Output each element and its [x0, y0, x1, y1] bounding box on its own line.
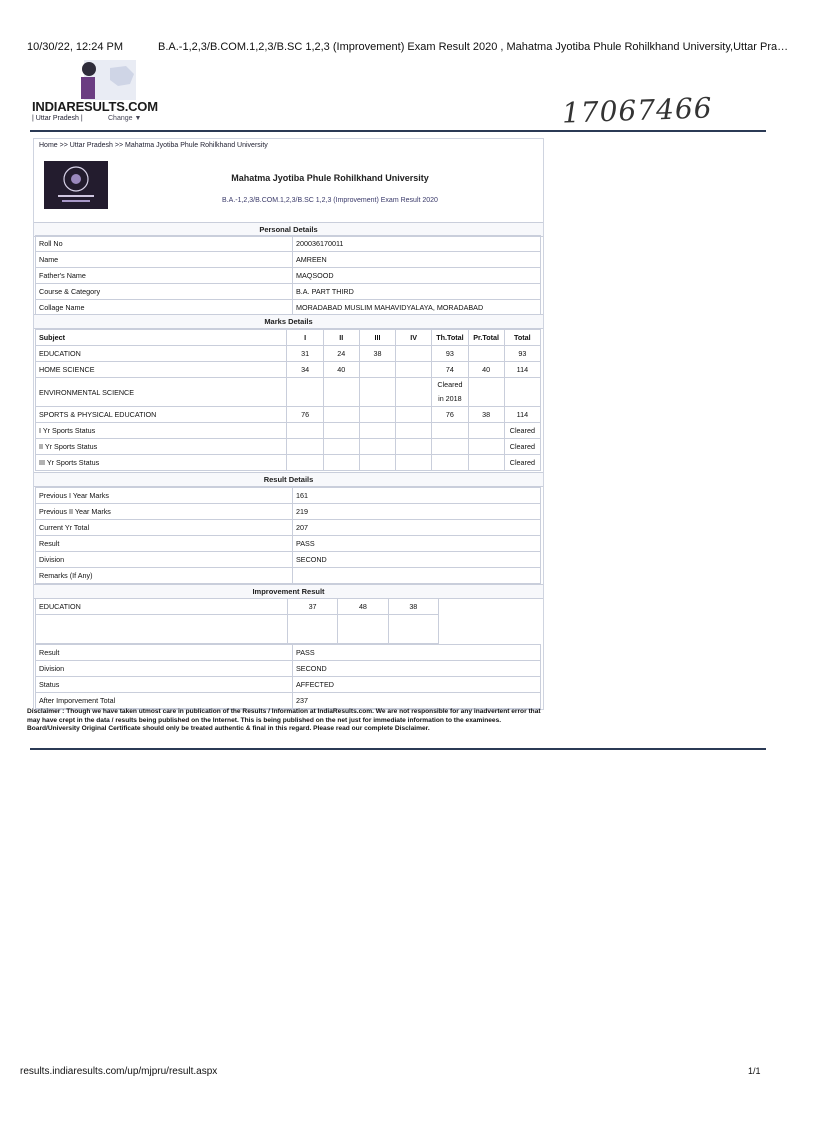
marks-cell: 93: [432, 346, 468, 362]
personal-row-value: AMREEN: [293, 252, 541, 268]
result-row-value: 161: [293, 488, 541, 504]
marks-subject: ENVIRONMENTAL SCIENCE: [36, 378, 287, 407]
result-row-value: PASS: [293, 536, 541, 552]
marks-cell: [396, 439, 432, 455]
indiaresults-logo[interactable]: [32, 58, 158, 126]
marks-cell: [359, 423, 395, 439]
disclaimer-text[interactable]: Disclaimer : Though we have taken utmost care in publication of the Results / Information at IndiaResults.com. We are not responsible for any inadvertent error that may have crept in the data / results being published on the Internet. This is being published on the net just for immediate information to the examinees. Board/University Original Certificate should only be treated authentic & final in this regard. Please read our complete Disclaimer.: [27, 708, 541, 733]
improvement-summary-row-label: After Imporvement Total: [36, 693, 293, 709]
breadcrumb[interactable]: Home >> Uttar Pradesh >> Mahatma Jyotiba Phule Rohilkhand University: [39, 142, 268, 149]
improvement-summary-row-label: Result: [36, 645, 293, 661]
marks-cell: [468, 423, 504, 439]
marks-cell: 76: [287, 407, 323, 423]
marks-cell: 93: [504, 346, 540, 362]
result-row: [36, 504, 541, 520]
marks-column-header: Total: [504, 330, 540, 346]
result-row-value: 219: [293, 504, 541, 520]
marks-cell: [359, 407, 395, 423]
result-row-value: 207: [293, 520, 541, 536]
marks-details-heading: Marks Details: [34, 314, 543, 329]
result-row: [36, 488, 541, 504]
marks-cell: 76: [432, 407, 468, 423]
marks-column-header: Pr.Total: [468, 330, 504, 346]
personal-details-heading: Personal Details: [34, 222, 543, 237]
personal-row-value: MAQSOOD: [293, 268, 541, 284]
marks-cell: [323, 378, 359, 407]
print-page-number: 1/1: [748, 1066, 761, 1076]
improvement-summary-row: [36, 677, 541, 693]
marks-cell: [504, 378, 540, 407]
personal-row-label: Roll No: [36, 236, 293, 252]
marks-cell: [432, 423, 468, 439]
marks-column-header: III: [359, 330, 395, 346]
marks-subject: I Yr Sports Status: [36, 423, 287, 439]
marks-cell: 34: [287, 362, 323, 378]
marks-column-header: Th.Total: [432, 330, 468, 346]
marks-cell: [396, 423, 432, 439]
improvement-mark: 48: [338, 599, 388, 615]
marks-cell: [287, 378, 323, 407]
marks-cell-cleared: [432, 378, 468, 407]
marks-column-header: IV: [396, 330, 432, 346]
result-row-label: Result: [36, 536, 293, 552]
marks-cell: Cleared: [504, 439, 540, 455]
result-row-label: Previous I Year Marks: [36, 488, 293, 504]
marks-row: [36, 407, 541, 423]
marks-row: [36, 378, 541, 407]
personal-row: [36, 236, 541, 252]
brand-state: | Uttar Pradesh |: [32, 115, 83, 122]
marks-cell: [287, 455, 323, 471]
marks-cell: [323, 439, 359, 455]
result-row-label: Division: [36, 552, 293, 568]
marks-cell: [468, 378, 504, 407]
result-details-heading: Result Details: [34, 472, 543, 487]
marks-row: [36, 455, 541, 471]
marks-details-table: [35, 329, 541, 471]
marks-cell: [323, 455, 359, 471]
result-row-label: Previous II Year Marks: [36, 504, 293, 520]
marks-cell: 114: [504, 407, 540, 423]
marks-subject: EDUCATION: [36, 346, 287, 362]
improvement-result-heading: Improvement Result: [34, 584, 543, 599]
marks-cell: [396, 407, 432, 423]
marks-subject: HOME SCIENCE: [36, 362, 287, 378]
marks-column-header: I: [287, 330, 323, 346]
header-divider: [30, 130, 766, 132]
marks-cell: [323, 423, 359, 439]
marks-cell: [323, 407, 359, 423]
personal-details-table: [35, 235, 541, 316]
improvement-summary-row-label: Division: [36, 661, 293, 677]
personal-row: [36, 268, 541, 284]
brand-name: INDIARESULTS.COM: [32, 99, 158, 114]
improvement-mark: 37: [287, 599, 337, 615]
marks-cell: [432, 455, 468, 471]
marks-row: [36, 346, 541, 362]
result-panel: [33, 138, 544, 710]
personal-row: [36, 284, 541, 300]
marks-cell: 24: [323, 346, 359, 362]
handwritten-note: 17067466: [561, 91, 714, 130]
marks-cell: [287, 423, 323, 439]
improvement-blank-row: [36, 615, 439, 644]
result-row-label: Current Yr Total: [36, 520, 293, 536]
marks-cell: 74: [432, 362, 468, 378]
marks-cell: [359, 439, 395, 455]
improvement-summary-row: [36, 693, 541, 709]
result-row: [36, 568, 541, 584]
result-row: [36, 520, 541, 536]
marks-cell: 38: [359, 346, 395, 362]
print-page-title: B.A.-1,2,3/B.COM.1,2,3/B.SC 1,2,3 (Improvement) Exam Result 2020 , Mahatma Jyotiba Phule Rohilkhand University,Uttar Pra…: [158, 41, 789, 53]
improvement-marks-table: [35, 598, 439, 644]
marks-cell: [432, 439, 468, 455]
improvement-summary-table: [35, 644, 541, 709]
personal-row-label: Father's Name: [36, 268, 293, 284]
marks-cell: [396, 362, 432, 378]
marks-cell: [359, 455, 395, 471]
exam-name: B.A.-1,2,3/B.COM.1,2,3/B.SC 1,2,3 (Improvement) Exam Result 2020: [222, 197, 438, 204]
marks-row: [36, 362, 541, 378]
improvement-subject: EDUCATION: [36, 599, 288, 615]
logo-map-icon: [80, 60, 140, 100]
change-state-link[interactable]: Change ▼: [108, 115, 142, 122]
improvement-summary-row-label: Status: [36, 677, 293, 693]
personal-row-value: MORADABAD MUSLIM MAHAVIDYALAYA, MORADABAD: [293, 300, 541, 316]
marks-cell: 114: [504, 362, 540, 378]
improvement-summary-row-value: PASS: [293, 645, 541, 661]
marks-cell: Cleared: [504, 455, 540, 471]
marks-cell: [396, 346, 432, 362]
improvement-mark: 38: [388, 599, 438, 615]
personal-row-label: Collage Name: [36, 300, 293, 316]
improvement-summary-row: [36, 645, 541, 661]
improvement-summary-row: [36, 661, 541, 677]
personal-row-value: B.A. PART THIRD: [293, 284, 541, 300]
marks-cell: [468, 439, 504, 455]
university-name: Mahatma Jyotiba Phule Rohilkhand University: [231, 173, 429, 183]
cleared-year-line: in 2018: [438, 394, 462, 403]
marks-cell: 40: [323, 362, 359, 378]
personal-row-label: Name: [36, 252, 293, 268]
personal-row-value: 200036170011: [293, 236, 541, 252]
result-row-value: [293, 568, 541, 584]
personal-row-label: Course & Category: [36, 284, 293, 300]
marks-cell: Cleared: [504, 423, 540, 439]
improvement-summary-row-value: 237: [293, 693, 541, 709]
personal-row: [36, 252, 541, 268]
marks-subject: III Yr Sports Status: [36, 455, 287, 471]
marks-subject: SPORTS & PHYSICAL EDUCATION: [36, 407, 287, 423]
result-row: [36, 536, 541, 552]
marks-header-row: [36, 330, 541, 346]
marks-cell: [359, 378, 395, 407]
result-details-table: [35, 487, 541, 584]
result-row: [36, 552, 541, 568]
marks-cell: 38: [468, 407, 504, 423]
print-datetime: 10/30/22, 12:24 PM: [27, 41, 124, 53]
marks-column-header: II: [323, 330, 359, 346]
marks-cell: 40: [468, 362, 504, 378]
marks-cell: [468, 455, 504, 471]
footer-divider: [30, 748, 766, 750]
result-row-value: SECOND: [293, 552, 541, 568]
cleared-line: Cleared: [437, 380, 463, 389]
marks-cell: [359, 362, 395, 378]
result-row-label: Remarks (If Any): [36, 568, 293, 584]
marks-cell: [468, 346, 504, 362]
marks-subject: II Yr Sports Status: [36, 439, 287, 455]
marks-row: [36, 439, 541, 455]
marks-cell: [396, 378, 432, 407]
print-footer-url: results.indiaresults.com/up/mjpru/result.aspx: [20, 1066, 218, 1077]
marks-cell: [287, 439, 323, 455]
improvement-summary-row-value: SECOND: [293, 661, 541, 677]
marks-column-header: Subject: [36, 330, 287, 346]
improvement-row: [36, 599, 439, 615]
marks-row: [36, 423, 541, 439]
improvement-summary-row-value: AFFECTED: [293, 677, 541, 693]
marks-cell: 31: [287, 346, 323, 362]
marks-cell: [396, 455, 432, 471]
